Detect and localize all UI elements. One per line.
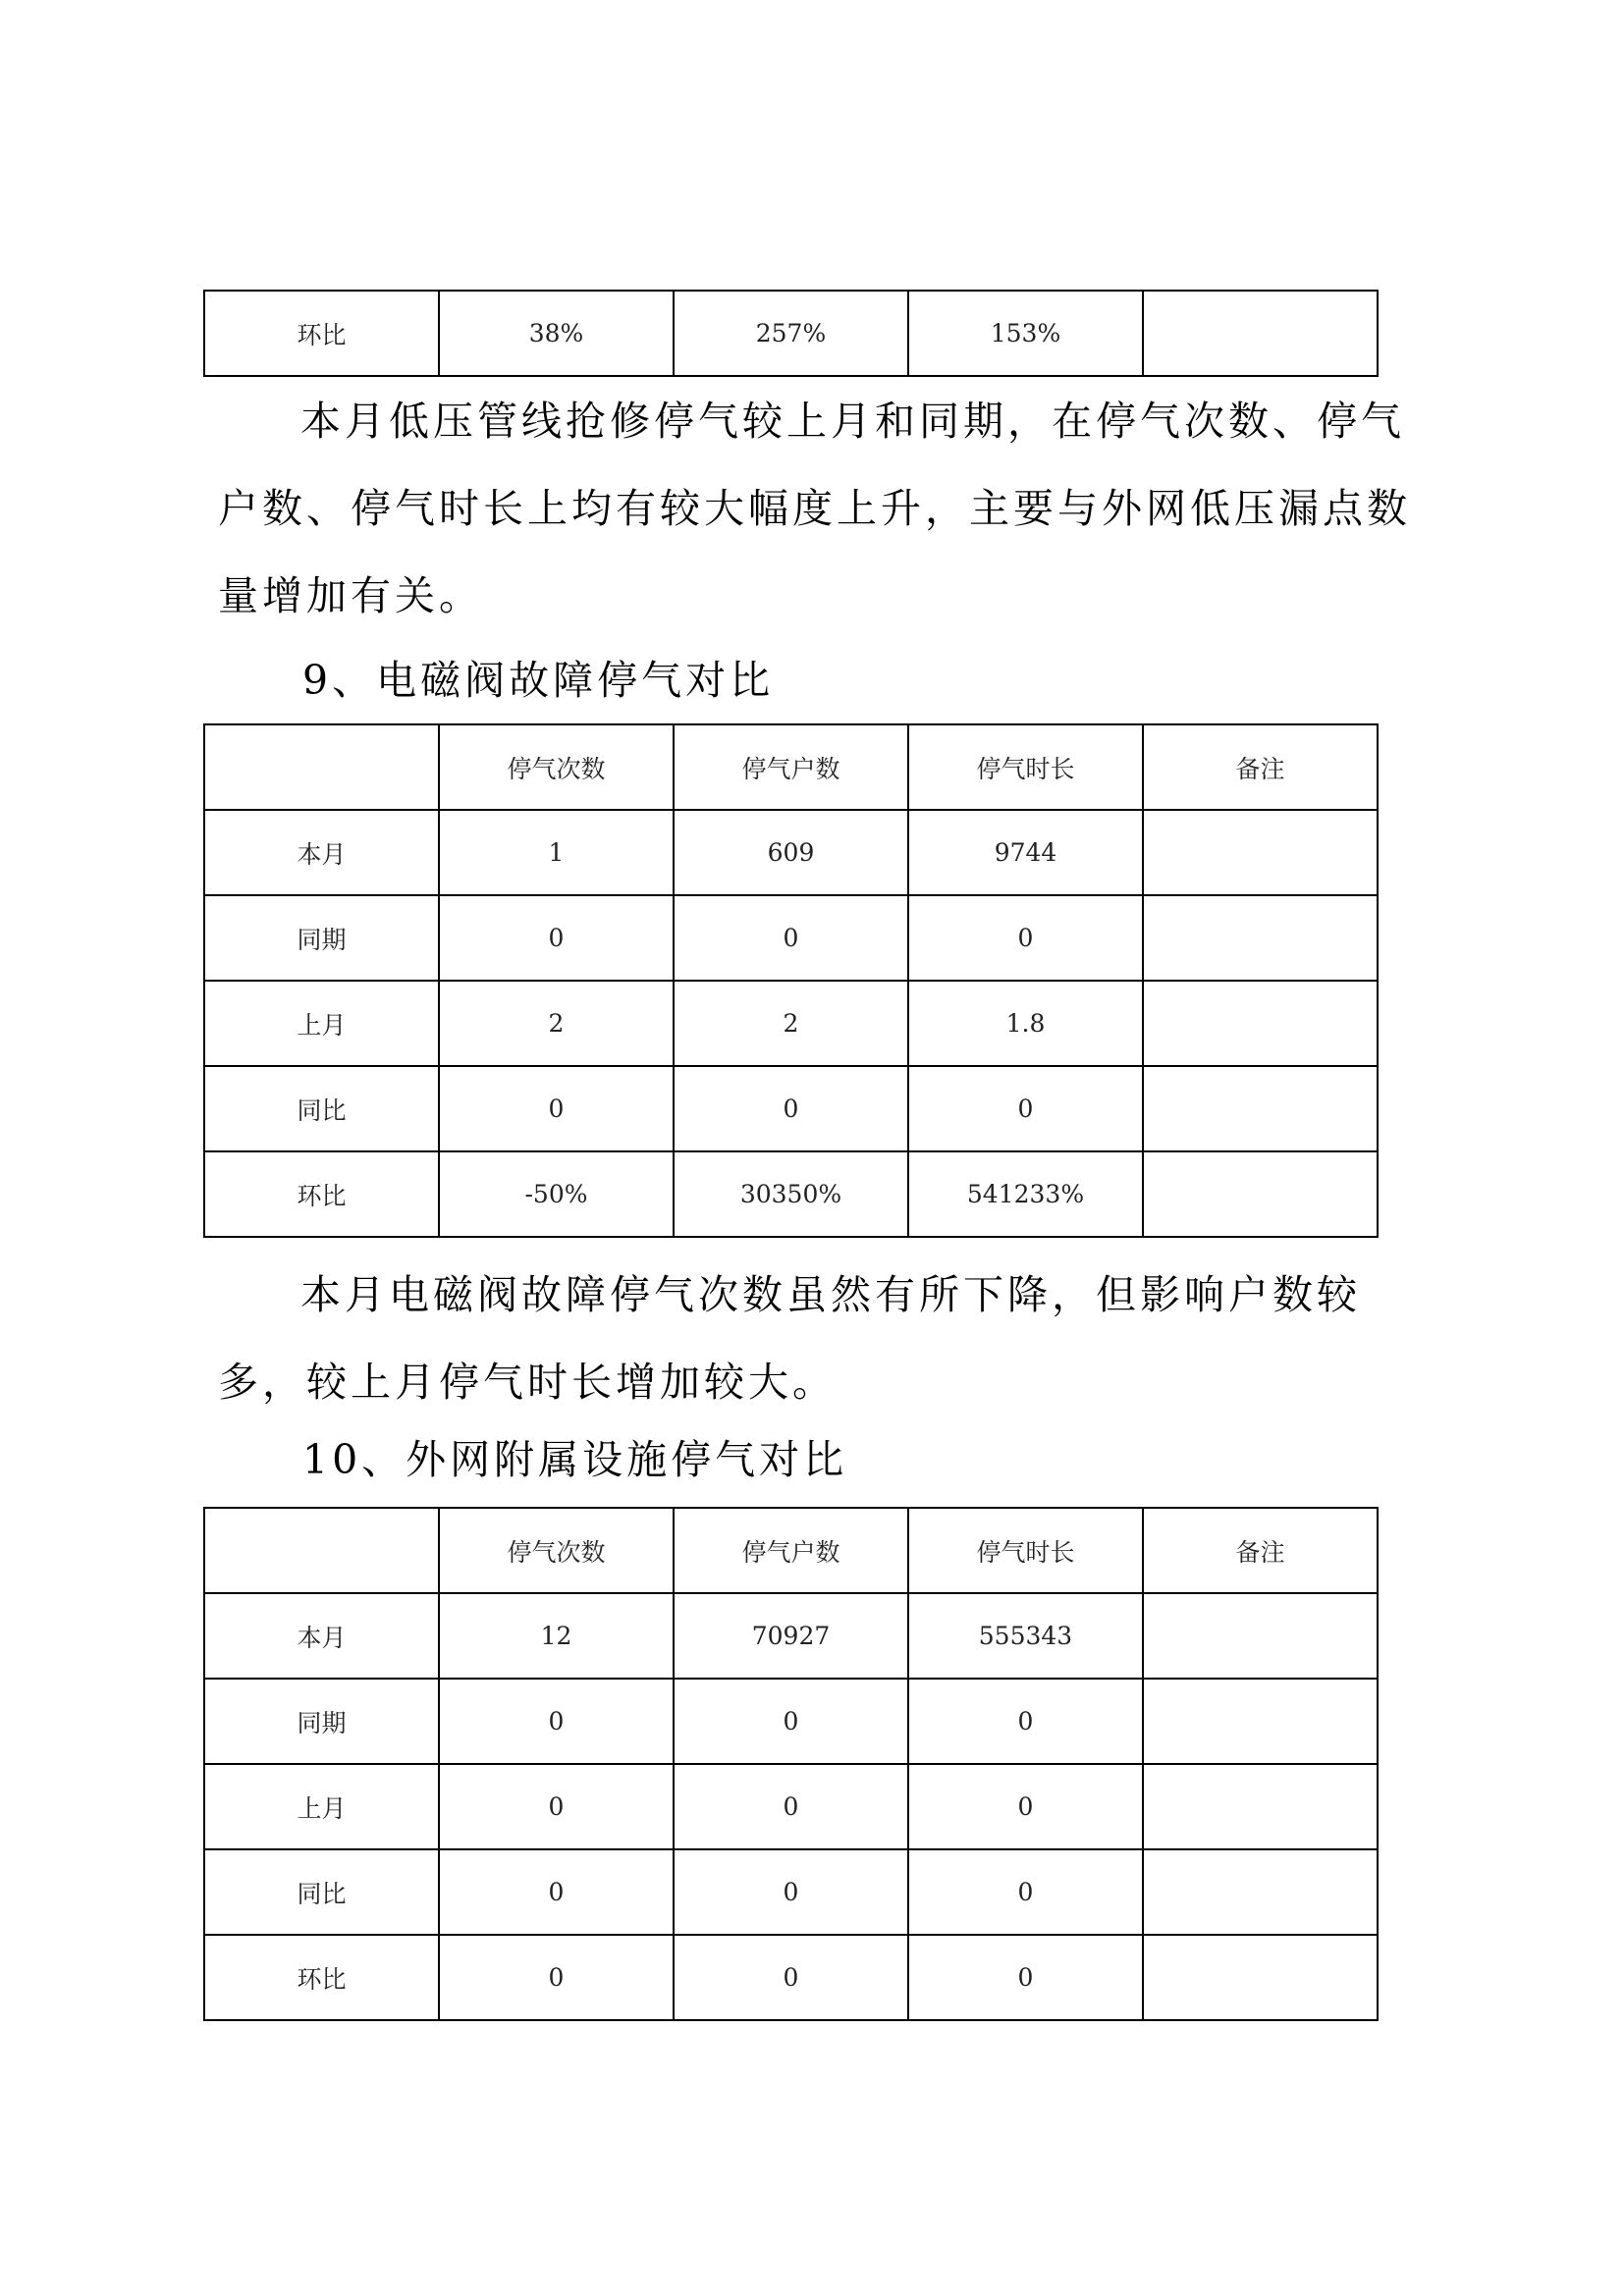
table-cell: 0	[908, 1849, 1143, 1935]
header-cell	[204, 724, 439, 810]
table-cell: 0	[908, 1066, 1143, 1151]
table-cell: 1	[439, 810, 674, 895]
table-cell: 0	[908, 1679, 1143, 1764]
table-cell: 38%	[439, 291, 674, 376]
table-cell	[1143, 1764, 1378, 1849]
table-cell: 9744	[908, 810, 1143, 895]
header-cell: 停气时长	[908, 724, 1143, 810]
table-cell	[1143, 1593, 1378, 1679]
table-row	[204, 291, 1378, 376]
table-cell: 0	[439, 1764, 674, 1849]
table-cell: 153%	[908, 291, 1143, 376]
header-cell: 备注	[1143, 1508, 1378, 1593]
header-cell: 停气次数	[439, 724, 674, 810]
table-cell: 0	[674, 895, 908, 981]
row-label: 环比	[204, 291, 439, 376]
table-cell: 0	[908, 1764, 1143, 1849]
table-row	[204, 1593, 1378, 1679]
row-label: 环比	[204, 1151, 439, 1237]
table-row	[204, 1679, 1378, 1764]
table-cell: 70927	[674, 1593, 908, 1679]
table-row	[204, 1066, 1378, 1151]
row-label: 同比	[204, 1849, 439, 1935]
table-cell	[1143, 1849, 1378, 1935]
table-row	[204, 981, 1378, 1066]
previous-table-tail	[203, 290, 1379, 377]
row-label: 上月	[204, 981, 439, 1066]
table-cell: 555343	[908, 1593, 1143, 1679]
table-row	[204, 895, 1378, 981]
row-label: 本月	[204, 810, 439, 895]
table-cell: 30350%	[674, 1151, 908, 1237]
table-row	[204, 810, 1378, 895]
ancillary-facilities-table	[203, 1507, 1379, 2021]
paragraph-low-pressure	[218, 378, 1435, 640]
table-cell: -50%	[439, 1151, 674, 1237]
table-cell: 0	[439, 1849, 674, 1935]
table-cell: 2	[439, 981, 674, 1066]
table-cell	[1143, 1066, 1378, 1151]
header-cell	[204, 1508, 439, 1593]
table-cell: 0	[674, 1935, 908, 2020]
header-cell: 备注	[1143, 724, 1378, 810]
header-cell: 停气时长	[908, 1508, 1143, 1593]
table-cell	[1143, 1679, 1378, 1764]
row-label: 同期	[204, 1679, 439, 1764]
table-cell: 0	[439, 1935, 674, 2020]
table-cell: 0	[439, 1066, 674, 1151]
section-9-title: 9、电磁阀故障停气对比	[302, 657, 775, 704]
table-header-row	[204, 724, 1378, 810]
table-cell: 0	[439, 1679, 674, 1764]
table-row	[204, 1151, 1378, 1237]
table-cell: 12	[439, 1593, 674, 1679]
section-10-title: 10、外网附属设施停气对比	[302, 1436, 848, 1483]
table-cell	[1143, 981, 1378, 1066]
table-cell	[1143, 1935, 1378, 2020]
table-cell: 609	[674, 810, 908, 895]
table-row	[204, 1935, 1378, 2020]
table-row	[204, 1849, 1378, 1935]
row-label: 本月	[204, 1593, 439, 1679]
paragraph-solenoid	[218, 1252, 1435, 1426]
row-label: 环比	[204, 1935, 439, 2020]
table-cell: 0	[908, 1935, 1143, 2020]
table-cell: 0	[439, 895, 674, 981]
table-cell: 2	[674, 981, 908, 1066]
row-label: 同期	[204, 895, 439, 981]
table-cell	[1143, 291, 1378, 376]
table-cell: 541233%	[908, 1151, 1143, 1237]
table-cell: 1.8	[908, 981, 1143, 1066]
table-cell	[1143, 810, 1378, 895]
table-cell: 0	[674, 1066, 908, 1151]
paragraph-text: 本月低压管线抢修停气较上月和同期，在停气次数、停气户数、停气时长上均有较大幅度上升，主要与外网低压漏点数量增加有关。	[218, 398, 1411, 619]
table-row	[204, 1764, 1378, 1849]
table-header-row	[204, 1508, 1378, 1593]
table-cell: 0	[674, 1764, 908, 1849]
row-label: 上月	[204, 1764, 439, 1849]
table-cell	[1143, 1151, 1378, 1237]
header-cell: 停气次数	[439, 1508, 674, 1593]
solenoid-valve-table	[203, 723, 1379, 1238]
table-cell: 0	[674, 1849, 908, 1935]
header-cell: 停气户数	[674, 1508, 908, 1593]
header-cell: 停气户数	[674, 724, 908, 810]
table-cell: 0	[908, 895, 1143, 981]
row-label: 同比	[204, 1066, 439, 1151]
table-cell: 0	[674, 1679, 908, 1764]
table-cell: 257%	[674, 291, 908, 376]
table-cell	[1143, 895, 1378, 981]
paragraph-text: 本月电磁阀故障停气次数虽然有所下降，但影响户数较多，较上月停气时长增加较大。	[218, 1271, 1361, 1406]
